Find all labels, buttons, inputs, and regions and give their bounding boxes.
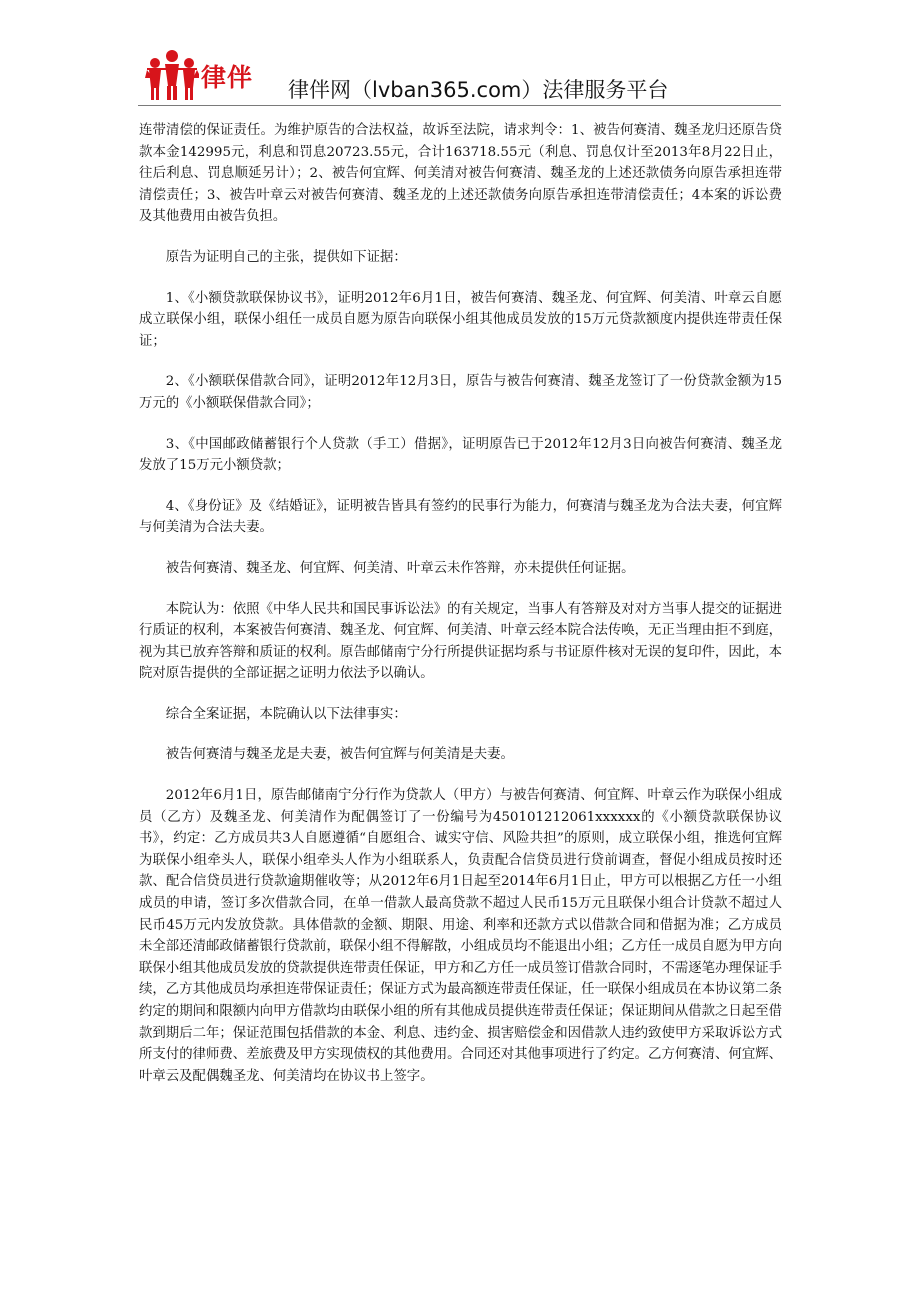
- paragraph-facts-intro: 综合全案证据，本院确认以下法律事实：: [165, 706, 407, 722]
- paragraph-evidence-intro: 原告为证明自己的主张，提供如下证据：: [165, 249, 407, 265]
- logo-text: 律伴: [201, 63, 254, 92]
- paragraph-marriage-fact: 被告何赛清与魏圣龙是夫妻，被告何宜辉与何美清是夫妻。: [165, 747, 514, 763]
- paragraph-claims: 连带清偿的保证责任。为维护原告的合法权益，故诉至法院，请求判令：1、被告何赛清、魏圣龙归还原告贷款本金142995元，利息和罚息20723.55元，合计163718.55元（利息、罚息仅计至2013年8月22日止，往后利息、罚息顺延另计）；2、被告何宜辉、何美清对被告何赛清、魏圣龙的上述还款债务向原告承担连带清偿责任；3、被告叶章云对被告何赛清、魏圣龙的上述还款债务向原告承担连带清偿责任；4本案的诉讼费及其他费用由被告负担。: [139, 123, 782, 225]
- paragraph-evidence-2: 2、《小额联保借款合同》，证明2012年12月3日，原告与被告何赛清、魏圣龙签订了一份贷款金额为15万元的《小额联保借款合同》；: [139, 374, 782, 411]
- scales-people-icon: [145, 48, 199, 104]
- paragraph-defendants-no-reply: 被告何赛清、魏圣龙、何宜辉、何美清、叶章云未作答辩，亦未提供任何证据。: [165, 560, 635, 576]
- paragraph-evidence-3: 3、《中国邮政储蓄银行个人贷款（手工）借据》，证明原告已于2012年12月3日向被告何赛清、魏圣龙发放了15万元小额贷款；: [139, 436, 782, 474]
- header-divider: [138, 105, 781, 106]
- paragraph-agreement-fact: 2012年6月1日，原告邮储南宁分行作为贷款人（甲方）与被告何赛清、何宜辉、叶章云作为联保小组成员（乙方）及魏圣龙、何美清作为配偶签订了一份编号为450101212061xxxxxx的《小额贷款联保协议书》，约定：乙方成员共3人自愿遵循“自愿组合、诚实守信、风险共担”的原则，成立联保小组，推选何宜辉为联保小组牵头人，联保小组牵头人作为小组联系人，负责配合信贷员进行贷前调查，督促小组成员按时还款、配合信贷员进行贷款逾期催收等；从2012年6月1日起至2014年6月1日止，甲方可以根据乙方任一小组成员的申请，签订多次借款合同，在单一借款人最高贷款不超过人民币15万元且联保小组合计贷款不超过人民币45万元内发放贷款。具体借款的金额、期限、用途、利率和还款方式以借款合同和借据为准；乙方成员未全部还清邮政储蓄银行贷款前，联保小组不得解散，小组成员均不能退出小组；乙方任一成员自愿为甲方向联保小组其他成员发放的贷款提供连带责任保证，甲方和乙方任一成员签订借款合同时，不需逐笔办理保证手续，乙方其他成员均承担连带保证责任；保证方式为最高额连带责任保证，任一联保小组成员在本协议第二条约定的期间和限额内向甲方借款均由联保小组的所有其他成员提供连带责任保证；保证期间从借款之日起至借款到期后二年；保证范围包括借款的本金、利息、违约金、损害赔偿金和因借款人违约致使甲方采取诉讼方式所支付的律师费、差旅费及甲方实现债权的其他费用。合同还对其他事项进行了约定。乙方何赛清、何宜辉、叶章云及配偶魏圣龙、何美清均在协议书上签字。: [139, 788, 782, 1084]
- page-header: [0, 0, 920, 118]
- site-title[interactable]: 律伴网（lvban365.com）法律服务平台: [288, 78, 669, 102]
- paragraph-court-opinion: 本院认为：依照《中华人民共和国民事诉讼法》的有关规定，当事人有答辩及对对方当事人提交的证据进行质证的权利，本案被告何赛清、魏圣龙、何宜辉、何美清、叶章云经本院合法传唤，无正当理由拒不到庭，视为其已放弃答辩和质证的权利。原告邮储南宁分行所提供证据均系与书证原件核对无误的复印件，因此，本院对原告提供的全部证据之证明力依法予以确认。: [139, 601, 782, 682]
- document-body: [139, 120, 782, 1106]
- lvban-logo[interactable]: [145, 48, 265, 104]
- paragraph-evidence-1: 1、《小额贷款联保协议书》，证明2012年6月1日，被告何赛清、魏圣龙、何宜辉、何美清、叶章云自愿成立联保小组，联保小组任一成员自愿为原告向联保小组其他成员发放的15万元贷款额度内提供连带责任保证；: [139, 290, 782, 349]
- paragraph-evidence-4: 4、《身份证》及《结婚证》，证明被告皆具有签约的民事行为能力，何赛清与魏圣龙为合法夫妻，何宜辉与何美清为合法夫妻。: [139, 498, 782, 536]
